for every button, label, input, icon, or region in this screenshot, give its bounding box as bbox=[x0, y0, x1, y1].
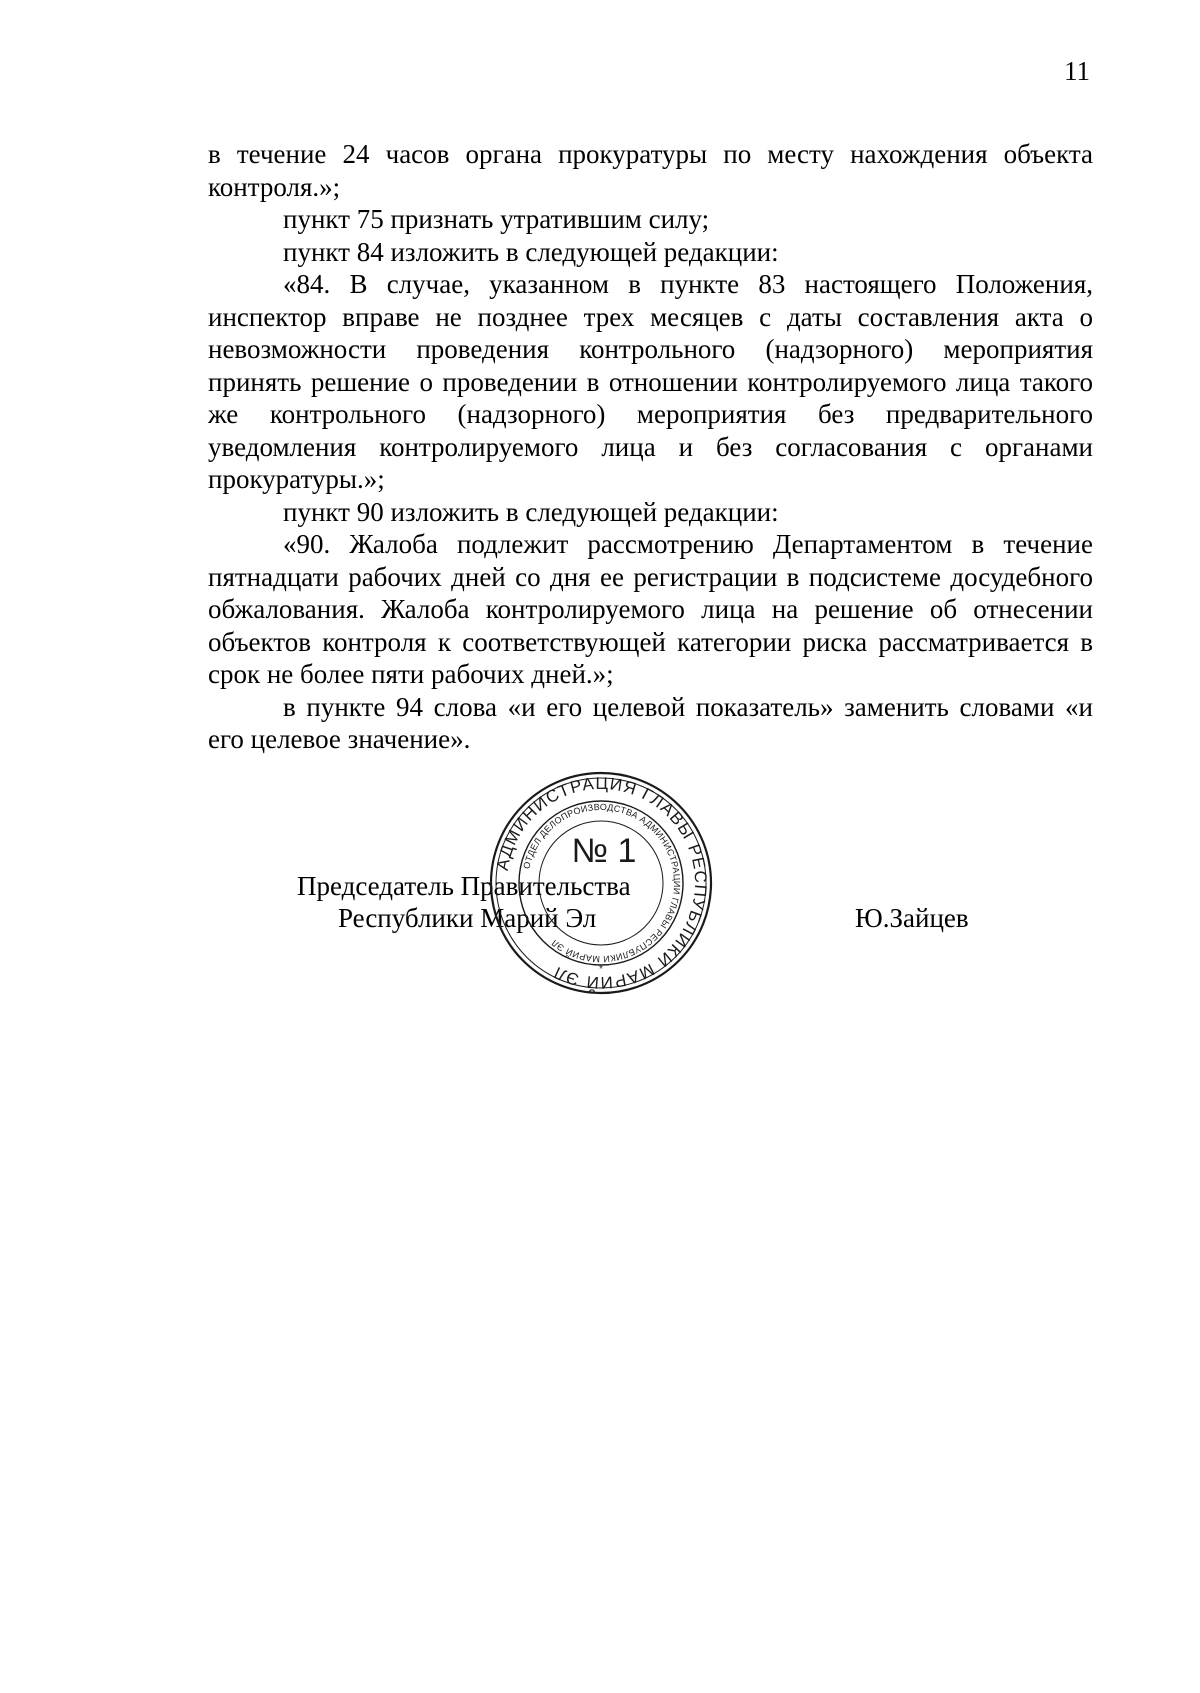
paragraph-item-75: пункт 75 признать утратившим силу; bbox=[283, 204, 710, 234]
paragraph-continuation: в течение 24 часов органа прокуратуры по месту нахождения объекта контроля.»; bbox=[208, 139, 1093, 202]
official-stamp bbox=[488, 770, 714, 996]
stamp-outer-text: АДМИНИСТРАЦИЯ ГЛАВЫ РЕСПУБЛИКИ МАРИЙ ЭЛ bbox=[492, 773, 711, 993]
signatory-title-line2: Республики Марий Эл bbox=[338, 903, 597, 933]
signatory-name: Ю.Зайцев bbox=[855, 903, 969, 933]
paragraph-item-90-text: «90. Жалоба подлежит рассмотрению Департаментом в течение пятнадцати рабочих дней со дня ее регистрации в подсистеме досудебного обжалования. Жалоба контролируемого лица на решение об отнесении объектов контроля к соответствующей категории риска рассматривается в срок не более пяти рабочих дней.»; bbox=[208, 529, 1093, 689]
paragraph-item-84-intro: пункт 84 изложить в следующей редакции: bbox=[283, 236, 779, 267]
document-body bbox=[208, 138, 1093, 756]
stamp-center-number: № 1 bbox=[571, 832, 637, 870]
stamp-inner-text: ОТДЕЛ ДЕЛОПРОИЗВОДСТВА АДМИНИСТРАЦИИ ГЛАВЫ РЕСПУБЛИКИ МАРИЙ ЭЛ bbox=[521, 801, 683, 965]
paragraph-item-94: в пункте 94 слова «и его целевой показатель» заменить словами «и его целевое значение». bbox=[208, 691, 1093, 754]
paragraph-item-90-intro: пункт 90 изложить в следующей редакции: bbox=[283, 496, 779, 527]
signatory-title-line1: Председатель Правительства bbox=[297, 871, 631, 901]
page-number: 11 bbox=[1064, 56, 1090, 86]
stamp-star-icon: * bbox=[599, 964, 603, 975]
paragraph-item-84-text: «84. В случае, указанном в пункте 83 настоящего Положения, инспектор вправе не позднее трех месяцев с даты составления акта о невозможности проведения контрольного (надзорного) мероприятия принять решение о проведении в отношении контролируемого лица такого же контрольного (надзорного) мероприятия без предварительного уведомления контролируемого лица и без согласования с органами прокуратуры.»; bbox=[208, 269, 1093, 494]
